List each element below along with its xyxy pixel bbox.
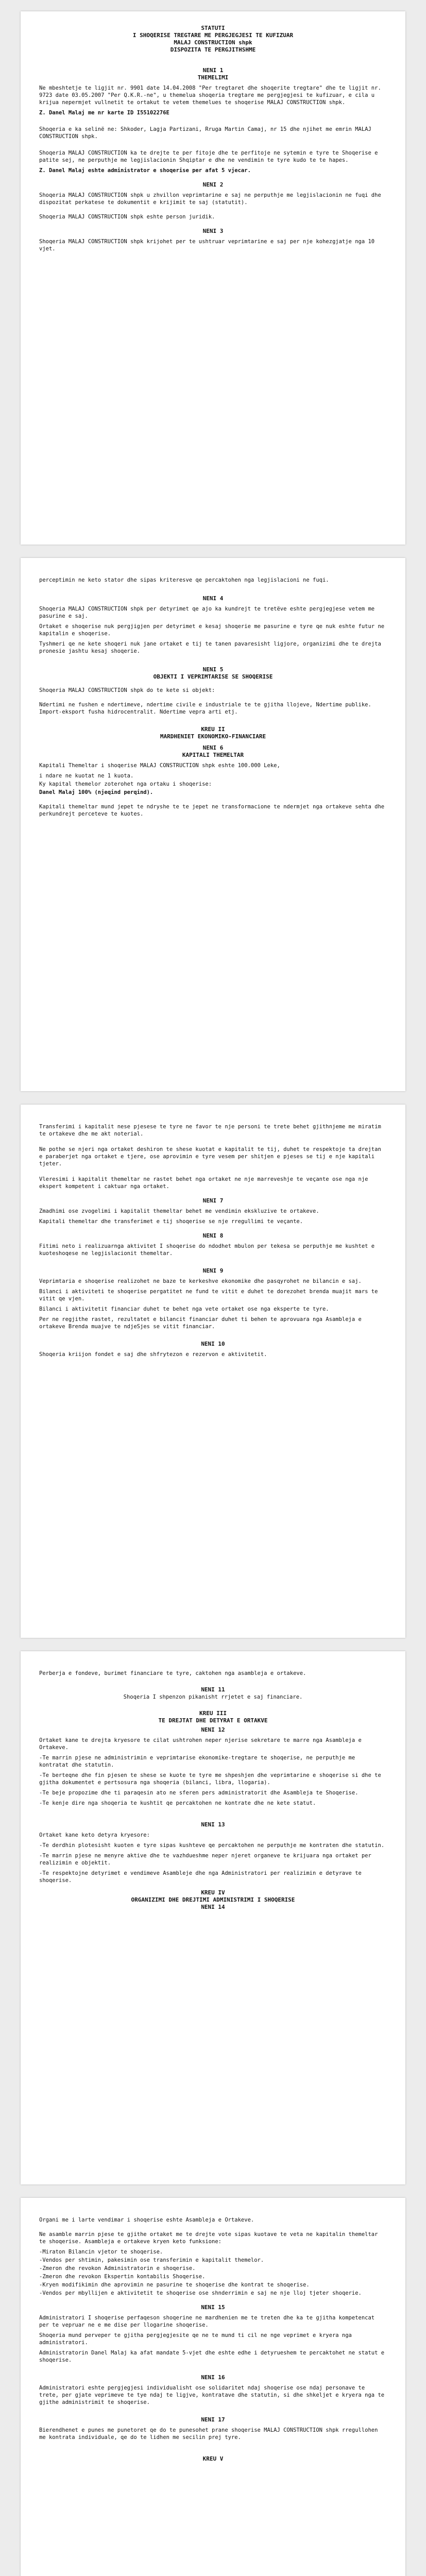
paragraph: Vleresimi i kapitalit themeltar ne rastet behet nga ortaket ne nje marreveshje te veçante ose nga nje ekspert kompetent i caktuar nga ortaket. xyxy=(39,1176,368,1190)
article-heading: NENI 13 xyxy=(201,1821,225,1828)
document-page-1 xyxy=(21,11,405,545)
article-heading: NENI 5 xyxy=(202,666,224,673)
article-heading: NENI 11 xyxy=(201,1686,225,1693)
document-page-4 xyxy=(21,1651,405,2184)
article-heading: NENI 16 xyxy=(201,2374,225,2381)
article-heading: NENI 2 xyxy=(202,181,224,188)
paragraph: Danel Malaj 100% (njeqind perqind). xyxy=(39,789,154,795)
paragraph: Shoqeria I shpenzon pikanisht rrjetet e saj financiare. xyxy=(123,1694,303,1700)
article-heading: NENI 10 xyxy=(201,1341,225,1347)
paragraph: Z. Danel Malaj me nr karte ID I55102276E xyxy=(39,110,169,116)
paragraph: Ne asamble marrin pjese te gjithe ortaket me te drejte vote sipas kuotave te veta ne kapitalin themeltar te shoqerise. Asambleja e ortakeve kryen keto funksione: xyxy=(39,2231,378,2245)
article-heading: NENI 7 xyxy=(202,1197,224,1204)
chapter-heading: KREU V xyxy=(202,2455,224,2462)
company-name-heading: MALAJ CONSTRUCTION shpk xyxy=(174,39,252,46)
paragraph: -Te derdhin plotesisht kuoten e tyre sipas kushteve qe percaktohen ne perputhje me kontraten dhe statutin. xyxy=(39,1842,385,1849)
paragraph: Transferimi i kapitalit nese pjesese te tyre ne favor te nje personi te trete behet gjithnjeme me miratim te ortakeve dhe me akt noterial. xyxy=(39,1124,381,1137)
article-subheading: KAPITALI THEMELTAR xyxy=(182,752,244,758)
list-item: -Miraton Bilancin vjetor te shoqerise. xyxy=(39,2249,163,2255)
paragraph: Ortaket kane te drejta kryesore te cilat ushtrohen neper njerise sekretare te marre nga Asambleja e Ortakeve. xyxy=(39,1737,362,1751)
article-heading: NENI 4 xyxy=(202,595,224,602)
article-heading: NENI 14 xyxy=(201,1904,225,1910)
list-item: -Zmeron dhe revokon Administratorin e shoqerise. xyxy=(39,2265,196,2272)
article-subheading: THEMELIMI xyxy=(197,74,229,81)
paragraph: Z. Danel Malaj eshte administrator e shoqerise per afat 5 vjecar. xyxy=(39,167,251,174)
paragraph: Per ne regjithe rastet, rezultatet e bilancit financiar duhet ti behen te aprovuara nga Asambleja e ortakeve Brenda muajve te ndjeSjes se vitit financiar. xyxy=(39,1316,362,1330)
paragraph: Kapitali themeltar dhe transferimet e tij shoqerise se nje rregullimi te veçante. xyxy=(39,1218,303,1225)
paragraph: -Te beje propozime dhe ti paraqesin ato ne sferen pers administratorit dhe Asambleja te Shoqerise. xyxy=(39,1790,359,1796)
paragraph: Shoqeria MALAJ CONSTRUCTION shpk do te kete si objekt: xyxy=(39,687,215,693)
list-item: -Kryen modifikimin dhe aprovimin ne pasurine te shoqerise dhe kontrat te shoqerise. xyxy=(39,2282,310,2288)
article-heading: NENI 3 xyxy=(202,228,224,234)
paragraph: Bilanci i aktivitetit financiar duhet te behet nga vete ortaket ose nga eksperte te tyre. xyxy=(39,1306,329,1312)
paragraph: -Te respektojne detyrimet e vendimeve Asambleje dhe nga Administratori per realizimin e detyrave te shoqerise. xyxy=(39,1870,362,1884)
paragraph: Ne pothe se njeri nga ortaket deshiron te shese kuotat e kapitalit te tij, duhet te respektoje ta drejtan e paraberjet nga ortaket e tjere, ose aprovimin e tyre vesem per shitjen e pjeses se tij e nje kapitali tjeter. xyxy=(39,1146,381,1167)
paragraph: Tyshmeri qe ne kete shoqeri nuk jane ortaket e tij te tanen pavaresisht ligjore, organizimi dhe te drejta pronesie jashtu kesaj shoqerie. xyxy=(39,641,381,654)
list-item: -Vendos per shtimin, pakesimin ose transferimin e kapitalit themelor. xyxy=(39,2257,264,2263)
article-subheading: OBJEKTI I VEPRIMTARISE SE SHOQERISE xyxy=(153,673,273,680)
article-heading: NENI 9 xyxy=(202,1267,224,1274)
document-page-5 xyxy=(21,2198,405,2576)
list-item: -Vendos per mbyllijen e aktivitetit te shoqerise ose shnderrimin e saj ne nje lloj tjeter shoqerie. xyxy=(39,2290,362,2296)
paragraph: Ne mbeshtetje te ligjit nr. 9901 date 14.04.2008 "Per tregtaret dhe shoqerite tregtare" dhe te ligjit nr. 9723 date 03.05.2007 "Per Q.K.R.-ne", u themelua shoqeria tregtare me pergjegjesi te kufizuar, e cila u krijua nepermjet vullnetit te ortakut te vetem themelues te shoqerise MALAJ CONSTRUCTION shpk. xyxy=(39,85,381,106)
paragraph: Kapitali Themeltar i shoqerise MALAJ CONSTRUCTION shpk eshte 100.000 Leke, xyxy=(39,762,280,769)
paragraph: perceptimin ne keto stator dhe sipas kriteresve qe percaktohen nga legjislacioni ne fuqi. xyxy=(39,577,329,583)
paragraph: Shoqeria mund perveper te gjitha pergjegjesite qe ne te mund ti cil ne nge veprimet e kryera nga administratori. xyxy=(39,2332,352,2346)
paragraph: Kapitali themeltar mund jepet te ndryshe te te jepet ne transformacione te ndermjet nga ortakeve sehta dhe perkundrejt perceteve te kuotes. xyxy=(39,804,385,817)
paragraph: Shoqeria kriijon fondet e saj dhe shfrytezon e rezervon e aktivitetit. xyxy=(39,1351,267,1358)
article-heading: NENI 6 xyxy=(202,744,224,751)
paragraph: -Te marrin pjese ne administrimin e veprimtarise ekonomike-tregtare te shoqerise, ne perputhje me kontratat dhe statutin. xyxy=(39,1755,355,1768)
article-heading: NENI 12 xyxy=(201,1726,225,1733)
paragraph: Administratori I shoqerise perfaqeson shoqerine ne mardhenien me te treten dhe ka te gjitha kompetencat per te vepruar ne e me dise per llogarine shoqerise. xyxy=(39,2315,375,2328)
statute-subtitle: I SHOQERISE TREGTARE ME PERGJEGJESI TE KUFIZUAR xyxy=(132,32,294,39)
paragraph: Shoqeria e ka selinë ne: Shkoder, Lagja Partizani, Rruga Martin Camaj, nr 15 dhe njihet me emrin MALAJ CONSTRUCTION shpk. xyxy=(39,126,371,140)
paragraph: -Te marrin pjese ne menyre aktive dhe te vazhdueshme neper njeret organeve te krijuara nga ortaket per realizimin e objektit. xyxy=(39,1853,371,1866)
paragraph: Ndertimi ne fushen e ndertimeve, ndertime civile e industriale te te gjitha llojeve, Ndertime publike. Import-eksport fusha hidrocentralit. Ndertime vepra arti etj. xyxy=(39,702,371,715)
paragraph: Shoqeria MALAJ CONSTRUCTION shpk per detyrimet qe ajo ka kundrejt te tretëve eshte pergjegjese vetem me pasurine e saj. xyxy=(39,606,375,619)
chapter-heading: KREU III xyxy=(199,1710,227,1717)
chapter-subheading: TE DREJTAT DHE DETYRAT E ORTAKVE xyxy=(158,1717,268,1724)
paragraph: Ky kapital themelor zoterohet nga ortaku i shoqerise: xyxy=(39,781,212,787)
chapter-subheading: ORGANIZIMI DHE DREJTIMI ADMINISTRIMI I SHOQERISE xyxy=(131,1896,295,1903)
paragraph: Perberja e fondeve, burimet financiare te tyre, caktohen nga asambleja e ortakeve. xyxy=(39,1670,306,1676)
chapter-subheading: MARDHENIET EKONOMIKO-FINANCIARE xyxy=(160,733,266,740)
paragraph: Organi me i larte vendimar i shoqerise eshte Asambleja e Ortakeve. xyxy=(39,2217,254,2223)
paragraph: Zmadhimi ose zvogelimi i kapitalit themeltar behet me vendimin ekskluzive te ortakeve. xyxy=(39,1208,319,1214)
paragraph: Fitimi neto i realizuarnga aktivitet I shoqerise do ndodhet mbulon per tekesa se perputhje me kushtet e kuoteshoqese ne legjislacionit themeltar. xyxy=(39,1243,375,1257)
paragraph: Bierendhenet e punes me punetoret qe do te punesohet prane shoqerise MALAJ CONSTRUCTION shpk rregullohen me kontrata individuale, qe do te lidhen me secilin prej tyre. xyxy=(39,2427,378,2441)
paragraph: Ortaket e shoqerise nuk pergjigjen per detyrimet e kesaj shoqerie me pasurine e tyre qe nuk eshte futur ne kapitalin e shoqerise. xyxy=(39,623,385,637)
chapter-heading: KREU II xyxy=(201,726,225,733)
article-heading: NENI 1 xyxy=(202,67,224,74)
paragraph: -Te berteqne dhe fin pjesen te shese se kuote te tyre me shpeshjen dhe veprimtarine e shoqerise si dhe te gjitha dokumentet e pertsosura nga shoqeria (bilanci, libra, llogaria). xyxy=(39,1772,381,1786)
article-heading: NENI 17 xyxy=(201,2416,225,2423)
paragraph: Administratori eshte pergjegjesi individualisht ose solidaritet ndaj shoqerise ose ndaj personave te trete, per gjate veprimeve te tye ndaj te ligjve, kontratave dhe statutin, si dhe shkeljet e kryera nga te gjithe administrimit te shoqerise. xyxy=(39,2385,385,2405)
paragraph: Shoqeria MALAJ CONSTRUCTION shpk u zhvillon veprimtarine e saj ne perputhje me legjislacionin ne fuqi dhe dispozitat perkatese te dokumentit e krijimit te saj (statutit). xyxy=(39,192,381,206)
paragraph: Shoqeria MALAJ CONSTRUCTION shpk krijohet per te ushtruar veprimtarine e saj per nje kohezgjatje nga 10 vjet. xyxy=(39,239,375,252)
document-page-2 xyxy=(21,558,405,1091)
article-heading: NENI 15 xyxy=(201,2304,225,2311)
paragraph: Shoqeria MALAJ CONSTRUCTION shpk eshte person juridik. xyxy=(39,214,215,220)
paragraph: Ortaket kane keto detyra kryesore: xyxy=(39,1832,150,1838)
paragraph: Bilanci i aktiviteti te shoqerise pergatitet ne fund te vitit e duhet te dorezohet brenda muajit mars te vitit qe vjen. xyxy=(39,1289,378,1302)
article-heading: NENI 8 xyxy=(202,1232,224,1239)
paragraph: i ndare ne kuotat ne 1 kuota. xyxy=(39,773,134,779)
chapter-heading: KREU IV xyxy=(201,1889,225,1896)
paragraph: Veprimtaria e shoqerise realizohet ne baze te kerkeshve ekonomike dhe pasqyrohet ne bilancin e saj. xyxy=(39,1278,362,1284)
paragraph: Shoqeria MALAJ CONSTRUCTION ka te drejte te per fitoje dhe te perfitoje ne sytemin e tyre te Shoqerise e patite sej, ne perputhje me legjislacionin Shqiptar e dhe ne vendimin te tyre kudo te te hapes. xyxy=(39,150,378,163)
paragraph: Administratorin Danel Malaj ka afat mandate 5-vjet dhe eshte edhe i detyrueshem te percaktohet ne statut e shoqerise. xyxy=(39,2350,385,2363)
paragraph: -Te kenje dire nga shoqeria te kushtit qe percaktohen ne kontrate dhe ne kete statut. xyxy=(39,1800,316,1806)
statute-title: STATUTI xyxy=(201,25,225,31)
list-item: -Zmeron dhe revokon Ekspertin kontabilis Shoqerise. xyxy=(39,2274,206,2280)
general-provisions-heading: DISPOZITA TE PERGJITHSHME xyxy=(170,46,256,53)
document-page-3 xyxy=(21,1105,405,1638)
